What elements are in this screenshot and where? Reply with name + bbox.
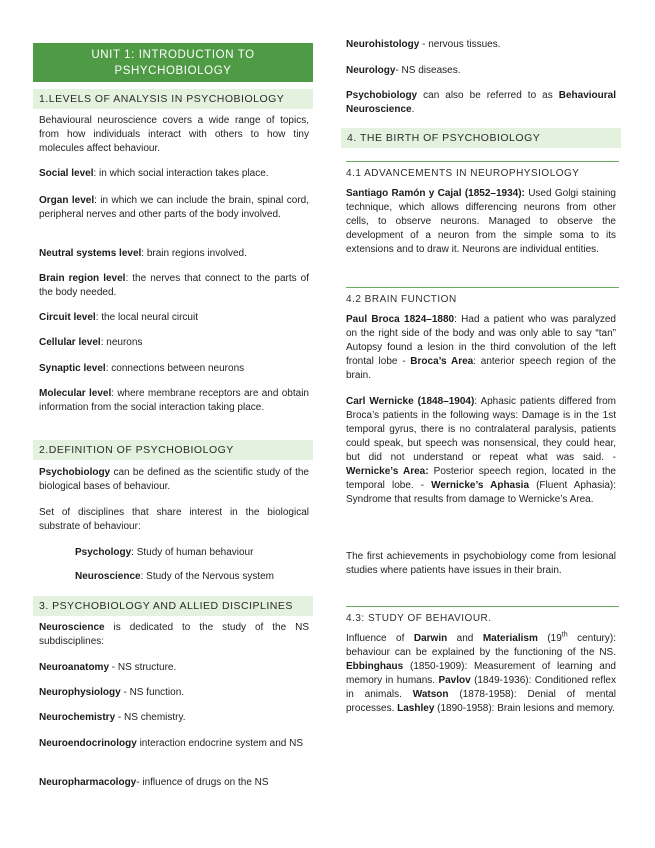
subdiscipline-neurophysiology: Neurophysiology - NS function. [39, 687, 185, 698]
level-social: Social level: in which social interaction takes place. [39, 168, 269, 179]
section-1-intro: Behavioural neuroscience covers a wide range of topics, from how individuals interact with others to how tiny molecules affect behaviour. [39, 115, 309, 154]
level-synaptic: Synaptic level: connections between neurons [39, 363, 245, 374]
broca-paragraph: Paul Broca 1824–1880: Had a patient who was paralyzed on the right side of the body and was only able to say “tan” Autopsy found a lesion in the third convolution of the left frontal lobe - Broca’s Area: anterior speech region of the brain. [346, 314, 616, 381]
level-brain-region: Brain region level: the nerves that connect to the parts of the body needed. [39, 273, 310, 298]
unit-title-line2: PSHYCHOBIOLOGY [114, 64, 232, 77]
subdiscipline-neuropharmacology: Neuropharmacology- influence of drugs on the NS [39, 777, 269, 788]
level-molecular: Molecular level: where membrane receptors are and obtain information from the social interaction taking place. [39, 388, 309, 413]
level-cellular: Cellular level: neurons [39, 337, 143, 348]
unit-title-line1: UNIT 1: INTRODUCTION TO [91, 48, 255, 61]
subdiscipline-neuroanatomy: Neuroanatomy - NS structure. [39, 662, 177, 673]
discipline-psychology: Psychology: Study of human behaviour [75, 547, 254, 558]
subdiscipline-neuroendocrinology: Neuroendocrinology interaction endocrine system and NS [39, 738, 303, 749]
section-4-1-heading: 4.1 ADVANCEMENTS IN NEUROPHYSIOLOGY [346, 161, 619, 180]
section-3-heading: 3. PSYCHOBIOLOGY AND ALLIED DISCIPLINES [33, 596, 313, 616]
subdiscipline-neurology: Neurology- NS diseases. [346, 65, 461, 76]
level-circuit: Circuit level: the local neural circuit [39, 312, 198, 323]
neuroscience-intro: Neuroscience is dedicated to the study of the NS subdisciplines: [39, 622, 309, 647]
behavioural-neuroscience-note: Psychobiology can also be referred to as Behavioural Neuroscience. [346, 90, 616, 115]
wernicke-paragraph: Carl Wernicke (1848–1904): Aphasic patients differed from Broca’s patients in the following ways: Damage is in the 1st temporal gyrus, there is no contralateral paralysis, patients could speak, but speech was nonsensical, they could hear, but did not understand or repeat what was said. - Wernicke’s Area: Posterior speech region, located in the temporal lobe. - Wernicke’s Aphasia (Fluent Aphasia): Syndrome that results from damage to Wernicke’s Area. [346, 396, 616, 505]
subdiscipline-neurochemistry: Neurochemistry - NS chemistry. [39, 712, 186, 723]
section-4-3-heading: 4.3: STUDY OF BEHAVIOUR. [346, 606, 619, 625]
disciplines-intro: Set of disciplines that share interest in the biological substrate of behaviour: [39, 507, 309, 532]
cajal-paragraph: Santiago Ramón y Cajal (1852–1934): Used Golgi staining technique, which allows differencing neurons from other cells, to observe neurons. Managed to observe the development of a neuron from the simple soma to its extensions and to draw it. Neurons are individual entities. [346, 188, 616, 255]
lesional-studies-paragraph: The first achievements in psychobiology come from lesional studies where patients have issues in their brain. [346, 551, 616, 576]
section-2-heading: 2.DEFINITION OF PSYCHOBIOLOGY [33, 440, 313, 460]
section-4-2-heading: 4.2 BRAIN FUNCTION [346, 287, 619, 306]
level-neutral-systems: Neutral systems level: brain regions involved. [39, 248, 247, 259]
psychobiology-definition: Psychobiology can be defined as the scientific study of the biological bases of behaviour. [39, 467, 309, 492]
level-organ: Organ level: in which we can include the brain, spinal cord, peripheral nerves and other parts of the body involved. [39, 195, 309, 220]
discipline-neuroscience: Neuroscience: Study of the Nervous system [75, 571, 274, 582]
section-1-heading: 1.LEVELS OF ANALYSIS IN PSYCHOBIOLOGY [33, 89, 313, 109]
subdiscipline-neurohistology: Neurohistology - nervous tissues. [346, 39, 501, 50]
behaviour-study-paragraph: Influence of Darwin and Materialism (19th century): behaviour can be explained by the functioning of the NS. Ebbinghaus (1850-1909): Measurement of learning and memory in humans. Pavlov (1849-1936): Conditioned reflex in animals. Watson (1878-1958): Denial of mental processes. Lashley (1890-1958): Brain lesions and memory. [346, 631, 617, 714]
unit-title-banner [33, 43, 313, 82]
section-4-heading: 4. THE BIRTH OF PSYCHOBIOLOGY [341, 128, 621, 148]
